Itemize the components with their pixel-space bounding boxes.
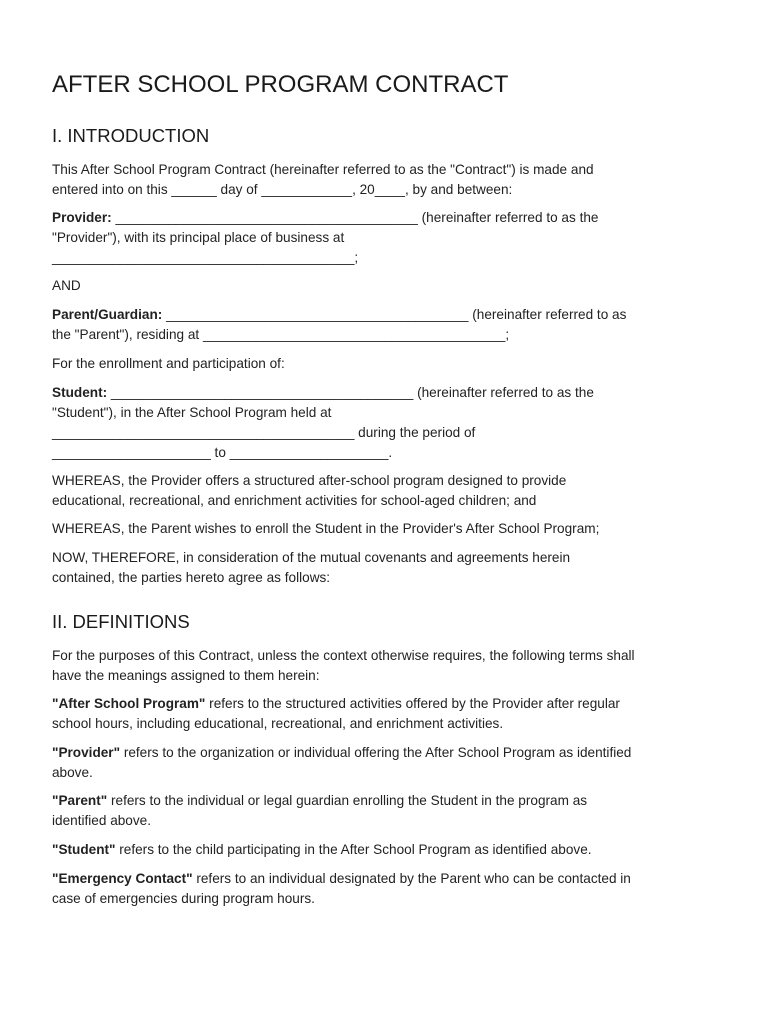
parent-label: Parent/Guardian: [52, 307, 163, 322]
text-line [52, 208, 722, 228]
text-line: NOW, THEREFORE, in consideration of the mutual covenants and agreements herein [52, 550, 571, 565]
student-label: Student: [52, 385, 108, 400]
text-line: ________________________________________ during the period of [52, 425, 476, 440]
provider-label: Provider: [52, 210, 112, 225]
text-line: This After School Program Contract (hereinafter referred to as the "Contract") is made and [52, 162, 594, 177]
text-line: For the purposes of this Contract, unless the context otherwise requires, the following terms shall [52, 648, 635, 663]
provider-blank-field: ________________________________________ (hereinafter referred to as the [111, 210, 599, 225]
student-blank-field: ________________________________________ (hereinafter referred to as the [107, 385, 594, 400]
text-line: identified above. [52, 813, 152, 828]
definition-parent [52, 791, 722, 831]
text-line [52, 743, 722, 763]
definition-text: refers to the structured activities offered by the Provider after regular [205, 696, 620, 711]
text-line: above. [52, 765, 93, 780]
parent-blank-field: ________________________________________ (hereinafter referred to as [162, 307, 627, 322]
definition-text: refers to the individual or legal guardian enrolling the Student in the program as [107, 793, 588, 808]
definition-term: "Provider" [52, 745, 121, 760]
section-heading-definitions: II. DEFINITIONS [52, 611, 190, 632]
text-line [52, 869, 722, 889]
definition-term: "After School Program" [52, 696, 206, 711]
intro-paragraph [52, 160, 722, 200]
definition-term: "Parent" [52, 793, 108, 808]
definitions-intro [52, 646, 722, 686]
student-paragraph [52, 383, 722, 463]
whereas-paragraph-2: WHEREAS, the Parent wishes to enroll the Student in the Provider's After School Program; [52, 521, 600, 536]
text-line: have the meanings assigned to them herein: [52, 668, 320, 683]
document-title: AFTER SCHOOL PROGRAM CONTRACT [52, 71, 509, 98]
definition-after-school-program [52, 694, 722, 734]
definition-text: refers to the child participating in the After School Program as identified above. [115, 842, 592, 857]
definition-term: "Emergency Contact" [52, 871, 193, 886]
now-therefore-paragraph [52, 548, 722, 588]
text-line: educational, recreational, and enrichment activities for school-aged children; and [52, 493, 537, 508]
text-line [52, 791, 722, 811]
definition-term: "Student" [52, 842, 116, 857]
provider-address-blank: ________________________________________; [52, 250, 359, 265]
and-separator: AND [52, 278, 81, 293]
text-line: "Provider"), with its principal place of business at [52, 230, 345, 245]
text-line [52, 305, 722, 325]
text-line: school hours, including educational, recreational, and enrichment activities. [52, 716, 504, 731]
definition-provider [52, 743, 722, 783]
section-heading-introduction: I. INTRODUCTION [52, 125, 210, 146]
parent-paragraph [52, 305, 722, 345]
text-line: _____________________ to _____________________. [52, 445, 393, 460]
text-line: entered into on this ______ day of ____________, 20____, by and between: [52, 182, 513, 197]
text-line: case of emergencies during program hours. [52, 891, 315, 906]
text-line [52, 383, 722, 403]
enrollment-paragraph: For the enrollment and participation of: [52, 356, 285, 371]
text-line: contained, the parties hereto agree as follows: [52, 570, 331, 585]
definition-text: refers to an individual designated by the Parent who can be contacted in [192, 871, 631, 886]
text-line [52, 840, 722, 860]
text-line: "Student"), in the After School Program held at [52, 405, 332, 420]
provider-paragraph [52, 208, 722, 268]
definition-text: refers to the organization or individual offering the After School Program as identified [120, 745, 632, 760]
text-line: the "Parent"), residing at ________________________________________; [52, 327, 510, 342]
definition-emergency-contact [52, 869, 722, 909]
whereas-paragraph-1 [52, 471, 722, 511]
text-line [52, 694, 722, 714]
text-line: WHEREAS, the Provider offers a structured after-school program designed to provide [52, 473, 567, 488]
definition-student [52, 840, 722, 860]
